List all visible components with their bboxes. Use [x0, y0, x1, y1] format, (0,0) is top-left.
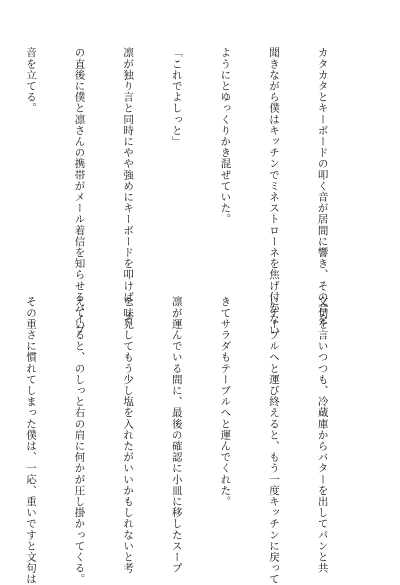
text-line: を味見してもう少し塩を入れたがいいかもしれないと考	[122, 296, 135, 574]
text-line: ようにとゆっくりかき混ぜていた。	[219, 47, 232, 225]
text-line: 凛が運んでいる間に、最後の確認に小皿に移したスープ	[170, 296, 183, 574]
text-line: その重さに慣れてしまった僕は、一応、重いですと文句は	[24, 296, 37, 585]
text-line: の直後に僕と凛さんの携帯がメール着信を知らせるバイブ	[73, 47, 86, 336]
text-line: 文句を言いつつも、冷蔵庫からバターを出してパンと共	[316, 296, 329, 574]
text-block-lower	[24, 296, 363, 585]
text-line: カタカタとキーボードの叩く音が居間に響き、その音を	[316, 47, 329, 325]
text-line: きてサラダもテーブルへと運んでくれた。	[219, 296, 232, 507]
text-line: 「これでよしっと」	[170, 47, 183, 147]
text-line: 凛が独り言と同時にやや強めにキーボードを叩けば、そ	[122, 47, 135, 325]
text-line: にテーブルへと運び終えると、もう一度キッチンに戻って	[267, 296, 280, 585]
text-block-upper	[24, 47, 363, 336]
text-line: 音を立てる。	[24, 47, 37, 114]
text-line: 聞きながら僕はキッチンでミネストローネを焦げ付かない	[267, 47, 280, 336]
text-line: えていると、のしっと右の肩に何かが圧し掛かってくる。	[73, 296, 86, 585]
